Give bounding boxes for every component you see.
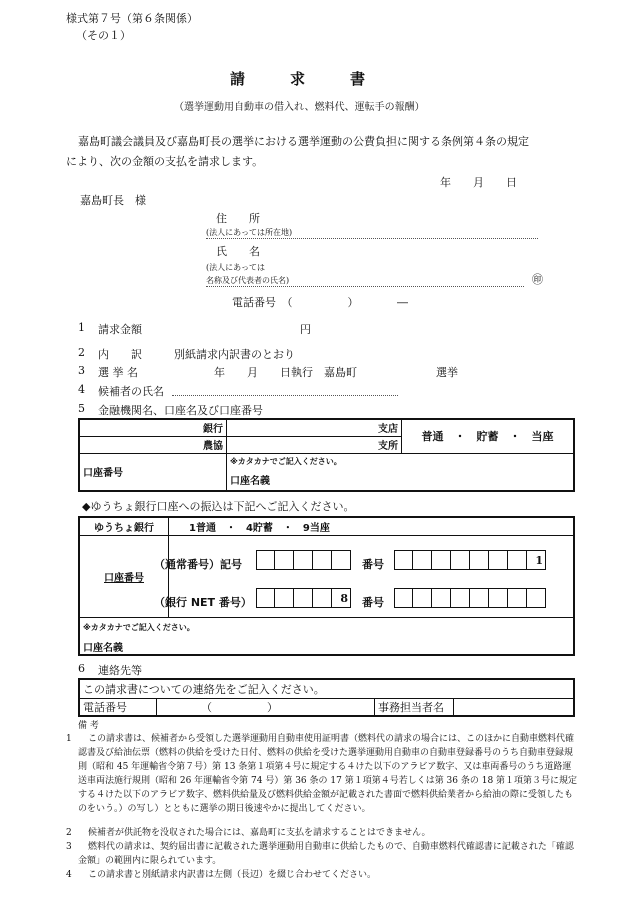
regular-number-label: 番号 xyxy=(362,558,384,571)
item-1-number: 1 xyxy=(78,321,85,334)
item-2-number: 2 xyxy=(78,346,85,359)
note-2-text: 候補者が供託物を没収された場合には、嘉島町に支払を請求することはできません。 xyxy=(88,828,431,838)
digit-box[interactable] xyxy=(313,550,332,570)
net-number-boxes[interactable] xyxy=(394,588,546,608)
account-number-cell[interactable] xyxy=(79,453,227,491)
yucho-notice: ◆ゆうちょ銀行口座への振込は下記へご記入ください。 xyxy=(82,500,355,513)
contact-staff-input[interactable] xyxy=(454,698,575,716)
note-2 xyxy=(66,826,578,840)
digit-box[interactable] xyxy=(432,550,451,570)
item-2-label: 内 訳 xyxy=(98,348,142,361)
note-1-number: 1 xyxy=(66,734,72,744)
digit-box[interactable] xyxy=(470,550,489,570)
note-3 xyxy=(66,840,578,868)
date-field[interactable]: 年 月 日 xyxy=(440,176,517,189)
yucho-kana-note: ※カタカナでご記入ください。 xyxy=(83,622,195,632)
digit-box[interactable] xyxy=(313,588,332,608)
item-1-label: 請求金額 xyxy=(98,323,142,336)
digit-box-last[interactable]: 1 xyxy=(527,550,546,570)
note-1-text: この請求書は、候補者から受領した選挙運動用自動車使用証明書（燃料代の請求の場合には、このほかに自動車燃料代確認書及び給油伝票（燃料の供給を受けた日付、燃料の供給を受けた選挙運動用自動車の自動車登録番号のうち自動車登録規則（昭和 45 年運輸省令第７号）第 13 条第１項第４号に規定する４けた以下のアラビア数字、又は車両番号のうち道路運送車両法施行規則（昭和 26 年運輸省令第 74 号）第 36 条の 17 第１項第４号若しくは第 36 条の 18 第１項第３号に規定する４けた以下のアラビア数字、燃料供給量及び燃料供給金額が記載された書面で燃料供給業者から給油の際に受領したものをいう。）の写し）とともに選挙の期日後速やかに提出してください。 xyxy=(78,734,578,814)
digit-box[interactable] xyxy=(470,588,489,608)
address-input-line[interactable] xyxy=(206,238,538,239)
digit-box[interactable] xyxy=(451,588,470,608)
yucho-table xyxy=(78,516,575,656)
item-6-label: 連絡先等 xyxy=(98,664,142,677)
note-4-number: 4 xyxy=(66,870,72,880)
digit-box[interactable] xyxy=(489,550,508,570)
note-3-text: 燃料代の請求は、契約届出書に記載された選挙運動用自動車に供給したもので、自動車燃料代確認書に記載された「確認金額」の範囲内に限られています。 xyxy=(78,842,574,866)
digit-box[interactable] xyxy=(394,588,413,608)
contact-table xyxy=(78,678,575,717)
digit-box[interactable] xyxy=(489,588,508,608)
regular-symbol-label: （通常番号）記号 xyxy=(154,558,242,571)
net-symbol-boxes[interactable] xyxy=(256,588,351,608)
page-title: 請 求 書 xyxy=(230,70,366,88)
digit-box[interactable] xyxy=(394,550,413,570)
note-3-number: 3 xyxy=(66,842,72,852)
digit-box[interactable] xyxy=(256,588,275,608)
net-label: （銀行 NET 番号） xyxy=(154,596,252,609)
name-input-line[interactable] xyxy=(206,286,524,287)
branch-cell[interactable]: 支店 xyxy=(227,419,402,436)
yucho-account-name-cell[interactable] xyxy=(79,617,574,655)
item-1-unit: 円 xyxy=(300,323,311,336)
office-cell[interactable]: 支所 xyxy=(227,436,402,453)
kana-note: ※カタカナでご記入ください。 xyxy=(230,456,342,466)
bank-cell[interactable]: 銀行 xyxy=(79,419,227,436)
item-3-number: 3 xyxy=(78,364,85,377)
yucho-account-name-label: 口座名義 xyxy=(83,642,123,654)
bank-table xyxy=(78,418,575,492)
digit-box[interactable] xyxy=(432,588,451,608)
intro-line-1: 嘉島町議会議員及び嘉島町長の選挙における選挙運動の公費負担に関する条例第４条の規定 xyxy=(78,135,529,148)
digit-box[interactable] xyxy=(508,588,527,608)
yucho-types-cell[interactable]: 1普通 ・ 4貯蓄 ・ 9当座 xyxy=(169,517,575,535)
digit-box[interactable] xyxy=(275,588,294,608)
intro-line-2: により、次の金額の支払を請求します。 xyxy=(66,155,264,168)
notes-title: 備 考 xyxy=(78,721,99,731)
digit-box[interactable] xyxy=(413,588,432,608)
page-subtitle: （選挙運動用自動車の借入れ、燃料代、運転手の報酬） xyxy=(174,102,425,113)
note-4 xyxy=(66,868,578,882)
item-4-number: 4 xyxy=(78,383,85,396)
yucho-account-number-cell: 口座番号 xyxy=(79,535,169,617)
item-3-suffix: 選挙 xyxy=(436,366,458,379)
item-4-label: 候補者の氏名 xyxy=(98,385,164,398)
name-label: 氏 名 xyxy=(216,245,260,258)
sub-number: （その１） xyxy=(76,29,131,42)
digit-box-last[interactable]: 8 xyxy=(332,588,351,608)
contact-instruction: この請求書についての連絡先をご記入ください。 xyxy=(79,679,574,698)
digit-box[interactable] xyxy=(294,550,313,570)
address-note: (法人にあっては所在地) xyxy=(206,228,293,237)
account-name-cell[interactable] xyxy=(227,453,575,491)
digit-box[interactable] xyxy=(508,550,527,570)
candidate-name-line[interactable] xyxy=(172,395,398,396)
digit-box[interactable] xyxy=(275,550,294,570)
digit-box[interactable] xyxy=(413,550,432,570)
note-4-text: この請求書と別紙請求内訳書は左側（長辺）を綴じ合わせてください。 xyxy=(88,870,377,880)
item-3-value[interactable]: 年 月 日執行 嘉島町 xyxy=(214,366,357,379)
account-name-label: 口座名義 xyxy=(230,475,270,487)
seal-mark: ㊞ xyxy=(532,273,543,286)
addressee: 嘉島町長 様 xyxy=(80,194,146,207)
regular-symbol-boxes[interactable] xyxy=(256,550,351,570)
digit-box[interactable] xyxy=(294,588,313,608)
digit-box[interactable] xyxy=(451,550,470,570)
name-note-2: 名称及び代表者の氏名) xyxy=(206,276,290,285)
note-1 xyxy=(66,732,578,816)
regular-number-boxes[interactable] xyxy=(394,550,546,570)
name-note-1: (法人にあっては xyxy=(206,263,266,272)
item-3-label: 選 挙 名 xyxy=(98,366,138,379)
account-number-label: 口座番号 xyxy=(83,468,123,480)
item-6-number: 6 xyxy=(78,662,85,675)
contact-phone-input[interactable]: （ ） xyxy=(157,698,375,716)
form-number: 様式第７号（第６条関係） xyxy=(66,12,198,25)
net-number-label: 番号 xyxy=(362,596,384,609)
digit-box[interactable] xyxy=(332,550,351,570)
address-label: 住 所 xyxy=(216,212,260,225)
digit-box[interactable] xyxy=(256,550,275,570)
item-5-number: 5 xyxy=(78,402,85,415)
digit-box[interactable] xyxy=(527,588,546,608)
item-5-label: 金融機関名、口座名及び口座番号 xyxy=(98,404,263,417)
account-type-cell[interactable]: 普通 ・ 貯蓄 ・ 当座 xyxy=(402,419,575,453)
item-2-value: 別紙請求内訳書のとおり xyxy=(174,348,295,361)
contact-phone-label: 電話番号 xyxy=(79,698,157,716)
contact-staff-label: 事務担当者名 xyxy=(375,698,454,716)
agri-cell[interactable]: 農協 xyxy=(79,436,227,453)
yucho-bank-cell: ゆうちょ銀行 xyxy=(79,517,169,535)
phone-label[interactable]: 電話番号 （ ） ― xyxy=(232,296,408,309)
note-2-number: 2 xyxy=(66,828,72,838)
